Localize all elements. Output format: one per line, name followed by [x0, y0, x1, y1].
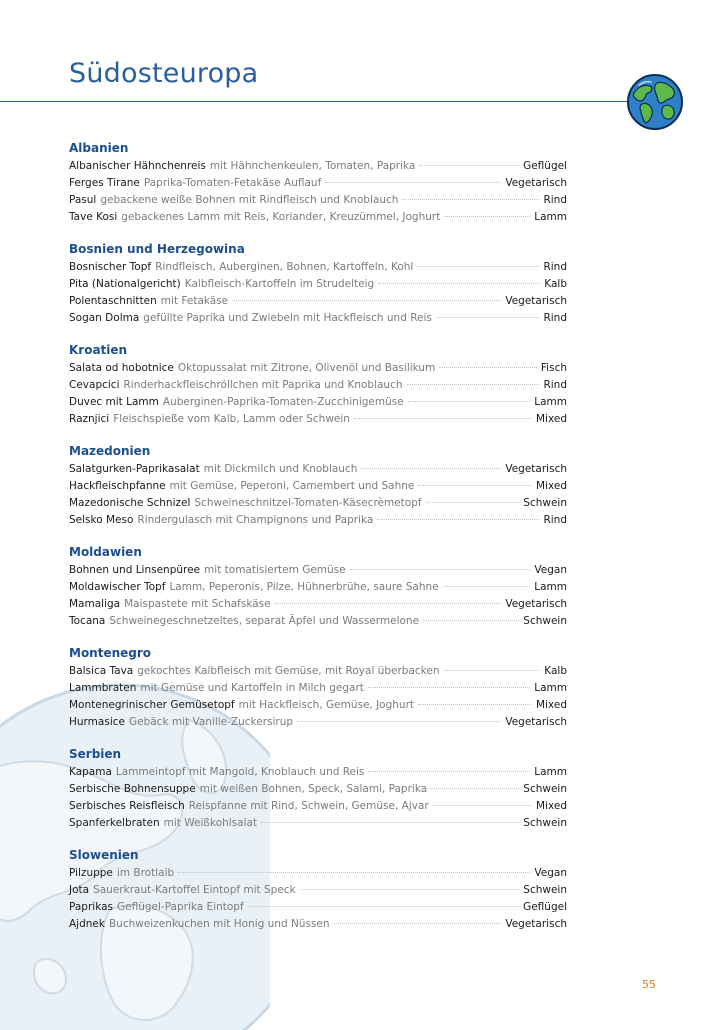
- dotted-leader: [368, 771, 530, 772]
- dish-name: Tocana: [69, 615, 106, 627]
- page-number: 55: [642, 978, 656, 991]
- dish-description: Schweinegeschnetzeltes, separat Äpfel und Wassermelone: [109, 615, 420, 627]
- menu-item: [69, 579, 567, 596]
- menu-item: [69, 697, 567, 714]
- dish-name: Moldawischer Topf: [69, 581, 166, 593]
- section-title: Albanien: [69, 141, 129, 155]
- dish-description: Schweineschnitzel-Tomaten-Käsecrèmetopf: [194, 497, 422, 509]
- section-title: Slowenien: [69, 848, 139, 862]
- dotted-leader: [361, 468, 501, 469]
- dotted-leader: [178, 872, 530, 873]
- dish-description: Rindfleisch, Auberginen, Bohnen, Kartoffeln, Kohl: [155, 261, 414, 273]
- dish-name: Tave Kosi: [69, 211, 118, 223]
- dish-category: Mixed: [536, 480, 567, 492]
- dish-description: Reispfanne mit Rind, Schwein, Gemüse, Ajvar: [188, 800, 429, 812]
- menu-item: [69, 310, 567, 327]
- dish-description: mit Hähnchenkeulen, Tomaten, Paprika: [209, 160, 416, 172]
- dish-description: Geflügel-Paprika Eintopf: [117, 901, 244, 913]
- dish-description: im Brotlaib: [116, 867, 175, 879]
- dotted-leader: [439, 367, 537, 368]
- menu-item: [69, 377, 567, 394]
- dish-category: Schwein: [523, 615, 567, 627]
- dish-name: Pasul: [69, 194, 97, 206]
- dish-description: mit Fetakäse: [160, 295, 229, 307]
- dotted-leader: [325, 182, 501, 183]
- dish-category: Schwein: [523, 884, 567, 896]
- dotted-leader: [368, 687, 530, 688]
- dotted-leader: [350, 569, 531, 570]
- dish-category: Geflügel: [523, 901, 567, 913]
- menu-item: [69, 158, 567, 175]
- dotted-leader: [418, 485, 532, 486]
- dish-name: Paprikas: [69, 901, 113, 913]
- menu-content: [69, 139, 567, 947]
- menu-item: [69, 815, 567, 832]
- menu-item: [69, 192, 567, 209]
- dish-description: Sauerkraut-Kartoffel Eintopf mit Speck: [93, 884, 296, 896]
- dish-name: Pilzuppe: [69, 867, 113, 879]
- section-title: Bosnien und Herzegowina: [69, 242, 245, 256]
- dish-category: Kalb: [544, 665, 567, 677]
- dish-category: Vegetarisch: [505, 463, 567, 475]
- dish-category: Rind: [543, 261, 567, 273]
- dotted-leader: [377, 519, 539, 520]
- dish-name: Lammbraten: [69, 682, 137, 694]
- dotted-leader: [426, 502, 520, 503]
- menu-item: [69, 461, 567, 478]
- dish-description: Gebäck mit Vanille-Zuckersirup: [128, 716, 294, 728]
- dish-description: Buchweizenkuchen mit Honig und Nüssen: [108, 918, 330, 930]
- dish-name: Albanischer Hähnchenreis: [69, 160, 206, 172]
- dish-name: Mamaliga: [69, 598, 121, 610]
- dish-category: Rind: [543, 379, 567, 391]
- dish-description: Kalbfleisch-Kartoffeln im Strudelteig: [184, 278, 375, 290]
- dish-description: mit weißen Bohnen, Speck, Salami, Paprika: [199, 783, 428, 795]
- menu-item: [69, 394, 567, 411]
- dish-name: Salatgurken-Paprikasalat: [69, 463, 200, 475]
- dish-category: Rind: [543, 194, 567, 206]
- dish-name: Salata od hobotnice: [69, 362, 174, 374]
- dotted-leader: [418, 704, 532, 705]
- dotted-leader: [431, 788, 519, 789]
- dotted-leader: [433, 805, 532, 806]
- menu-item: [69, 495, 567, 512]
- dish-description: mit Weißkohlsalat: [163, 817, 258, 829]
- dish-description: mit tomatisiertem Gemüse: [204, 564, 346, 576]
- menu-item: [69, 360, 567, 377]
- dish-category: Lamm: [534, 211, 567, 223]
- dish-description: Lamm, Peperonis, Pilze, Hühnerbrühe, saure Sahne: [169, 581, 439, 593]
- dish-description: mit Gemüse, Peperoni, Camembert und Sahne: [169, 480, 415, 492]
- menu-item: [69, 613, 567, 630]
- dish-category: Vegan: [534, 564, 567, 576]
- section-kroatien: [69, 341, 567, 428]
- dish-category: Schwein: [523, 497, 567, 509]
- dish-category: Rind: [543, 312, 567, 324]
- menu-item: [69, 259, 567, 276]
- dish-description: Maispastete mit Schafskäse: [124, 598, 271, 610]
- dish-name: Ferges Tirane: [69, 177, 140, 189]
- section-bosnien-und-herzegowina: [69, 240, 567, 327]
- dish-category: Fisch: [540, 362, 567, 374]
- menu-item: [69, 781, 567, 798]
- dish-category: Lamm: [534, 581, 567, 593]
- dish-description: Auberginen-Paprika-Tomaten-Zucchinigemüse: [162, 396, 404, 408]
- dotted-leader: [407, 384, 540, 385]
- section-albanien: [69, 139, 567, 226]
- dish-category: Vegetarisch: [505, 177, 567, 189]
- dish-category: Rind: [543, 514, 567, 526]
- dish-description: gekochtes Kalbfleisch mit Gemüse, mit Royal überbacken: [137, 665, 440, 677]
- menu-item: [69, 478, 567, 495]
- menu-item: [69, 209, 567, 226]
- dish-category: Lamm: [534, 766, 567, 778]
- dotted-leader: [261, 822, 519, 823]
- dish-name: Jota: [69, 884, 90, 896]
- dish-description: Rinderhackfleischröllchen mit Paprika und Knoblauch: [123, 379, 403, 391]
- section-title: Serbien: [69, 747, 122, 761]
- dish-description: gefüllte Paprika und Zwiebeln mit Hackfleisch und Reis: [143, 312, 432, 324]
- section-mazedonien: [69, 442, 567, 529]
- dotted-leader: [354, 418, 532, 419]
- dish-description: gebackenes Lamm mit Reis, Koriander, Kreuzümmel, Joghurt: [121, 211, 441, 223]
- section-title: Montenegro: [69, 646, 152, 660]
- dotted-leader: [378, 283, 540, 284]
- dish-name: Serbische Bohnensuppe: [69, 783, 196, 795]
- dish-description: Paprika-Tomaten-Fetakäse Auflauf: [143, 177, 322, 189]
- dotted-leader: [443, 586, 531, 587]
- menu-item: [69, 916, 567, 933]
- menu-item: [69, 798, 567, 815]
- menu-item: [69, 663, 567, 680]
- page-title: Südosteuropa: [69, 58, 259, 89]
- dish-description: mit Gemüse und Kartoffeln in Milch gegart: [140, 682, 364, 694]
- dotted-leader: [419, 165, 519, 166]
- dish-description: mit Dickmilch und Knoblauch: [203, 463, 358, 475]
- dish-name: Hurmasice: [69, 716, 125, 728]
- dish-category: Mixed: [536, 699, 567, 711]
- menu-item: [69, 764, 567, 781]
- dotted-leader: [334, 923, 502, 924]
- dish-name: Duvec mit Lamm: [69, 396, 159, 408]
- dish-name: Hackfleischpfanne: [69, 480, 166, 492]
- section-montenegro: [69, 644, 567, 731]
- dish-description: gebackene weiße Bohnen mit Rindfleisch und Knoblauch: [100, 194, 399, 206]
- dish-category: Vegetarisch: [505, 918, 567, 930]
- dish-description: Fleischspieße vom Kalb, Lamm oder Schwein: [113, 413, 350, 425]
- menu-item: [69, 596, 567, 613]
- dish-name: Cevapcici: [69, 379, 120, 391]
- menu-item: [69, 411, 567, 428]
- dish-name: Pita (Nationalgericht): [69, 278, 181, 290]
- dish-name: Serbisches Reisfleisch: [69, 800, 185, 812]
- section-moldawien: [69, 543, 567, 630]
- dish-category: Geflügel: [523, 160, 567, 172]
- dish-name: Montenegrinischer Gemüsetopf: [69, 699, 235, 711]
- dish-category: Lamm: [534, 396, 567, 408]
- dotted-leader: [300, 889, 520, 890]
- menu-item: [69, 714, 567, 731]
- dish-name: Selsko Meso: [69, 514, 134, 526]
- dish-description: Oktopussalat mit Zitrone, Olivenöl und Basilikum: [177, 362, 436, 374]
- dotted-leader: [444, 670, 541, 671]
- section-title: Kroatien: [69, 343, 128, 357]
- section-serbien: [69, 745, 567, 832]
- menu-item: [69, 562, 567, 579]
- dish-name: Kapama: [69, 766, 112, 778]
- menu-item: [69, 680, 567, 697]
- dotted-leader: [417, 266, 539, 267]
- dish-name: Balsica Tava: [69, 665, 134, 677]
- dish-category: Lamm: [534, 682, 567, 694]
- menu-item: [69, 276, 567, 293]
- dotted-leader: [275, 603, 502, 604]
- dish-category: Vegan: [534, 867, 567, 879]
- dotted-leader: [248, 906, 519, 907]
- menu-item: [69, 512, 567, 529]
- dotted-leader: [402, 199, 539, 200]
- menu-item: [69, 865, 567, 882]
- dish-name: Polentaschnitten: [69, 295, 157, 307]
- dish-name: Sogan Dolma: [69, 312, 140, 324]
- dish-description: mit Hackfleisch, Gemüse, Joghurt: [238, 699, 415, 711]
- section-title: Moldawien: [69, 545, 142, 559]
- menu-item: [69, 882, 567, 899]
- dish-category: Mixed: [536, 800, 567, 812]
- title-divider: [0, 101, 640, 102]
- dish-name: Raznjici: [69, 413, 110, 425]
- dish-category: Vegetarisch: [505, 716, 567, 728]
- dish-category: Vegetarisch: [505, 598, 567, 610]
- dish-name: Bosnischer Topf: [69, 261, 152, 273]
- dish-name: Bohnen und Linsenpüree: [69, 564, 201, 576]
- dish-name: Mazedonische Schnizel: [69, 497, 191, 509]
- dish-name: Spanferkelbraten: [69, 817, 160, 829]
- dish-category: Kalb: [544, 278, 567, 290]
- dish-category: Vegetarisch: [505, 295, 567, 307]
- dotted-leader: [408, 401, 531, 402]
- dotted-leader: [444, 216, 530, 217]
- dish-description: Lammeintopf mit Mangold, Knoblauch und Reis: [115, 766, 365, 778]
- section-slowenien: [69, 846, 567, 933]
- dish-category: Schwein: [523, 817, 567, 829]
- dish-name: Ajdnek: [69, 918, 105, 930]
- dish-category: Mixed: [536, 413, 567, 425]
- section-title: Mazedonien: [69, 444, 151, 458]
- dotted-leader: [232, 300, 501, 301]
- dish-category: Schwein: [523, 783, 567, 795]
- dotted-leader: [423, 620, 519, 621]
- dish-description: Rindergulasch mit Champignons und Paprika: [137, 514, 374, 526]
- dotted-leader: [436, 317, 540, 318]
- menu-item: [69, 293, 567, 310]
- dotted-leader: [297, 721, 501, 722]
- globe-icon: [626, 73, 684, 131]
- menu-item: [69, 175, 567, 192]
- menu-item: [69, 899, 567, 916]
